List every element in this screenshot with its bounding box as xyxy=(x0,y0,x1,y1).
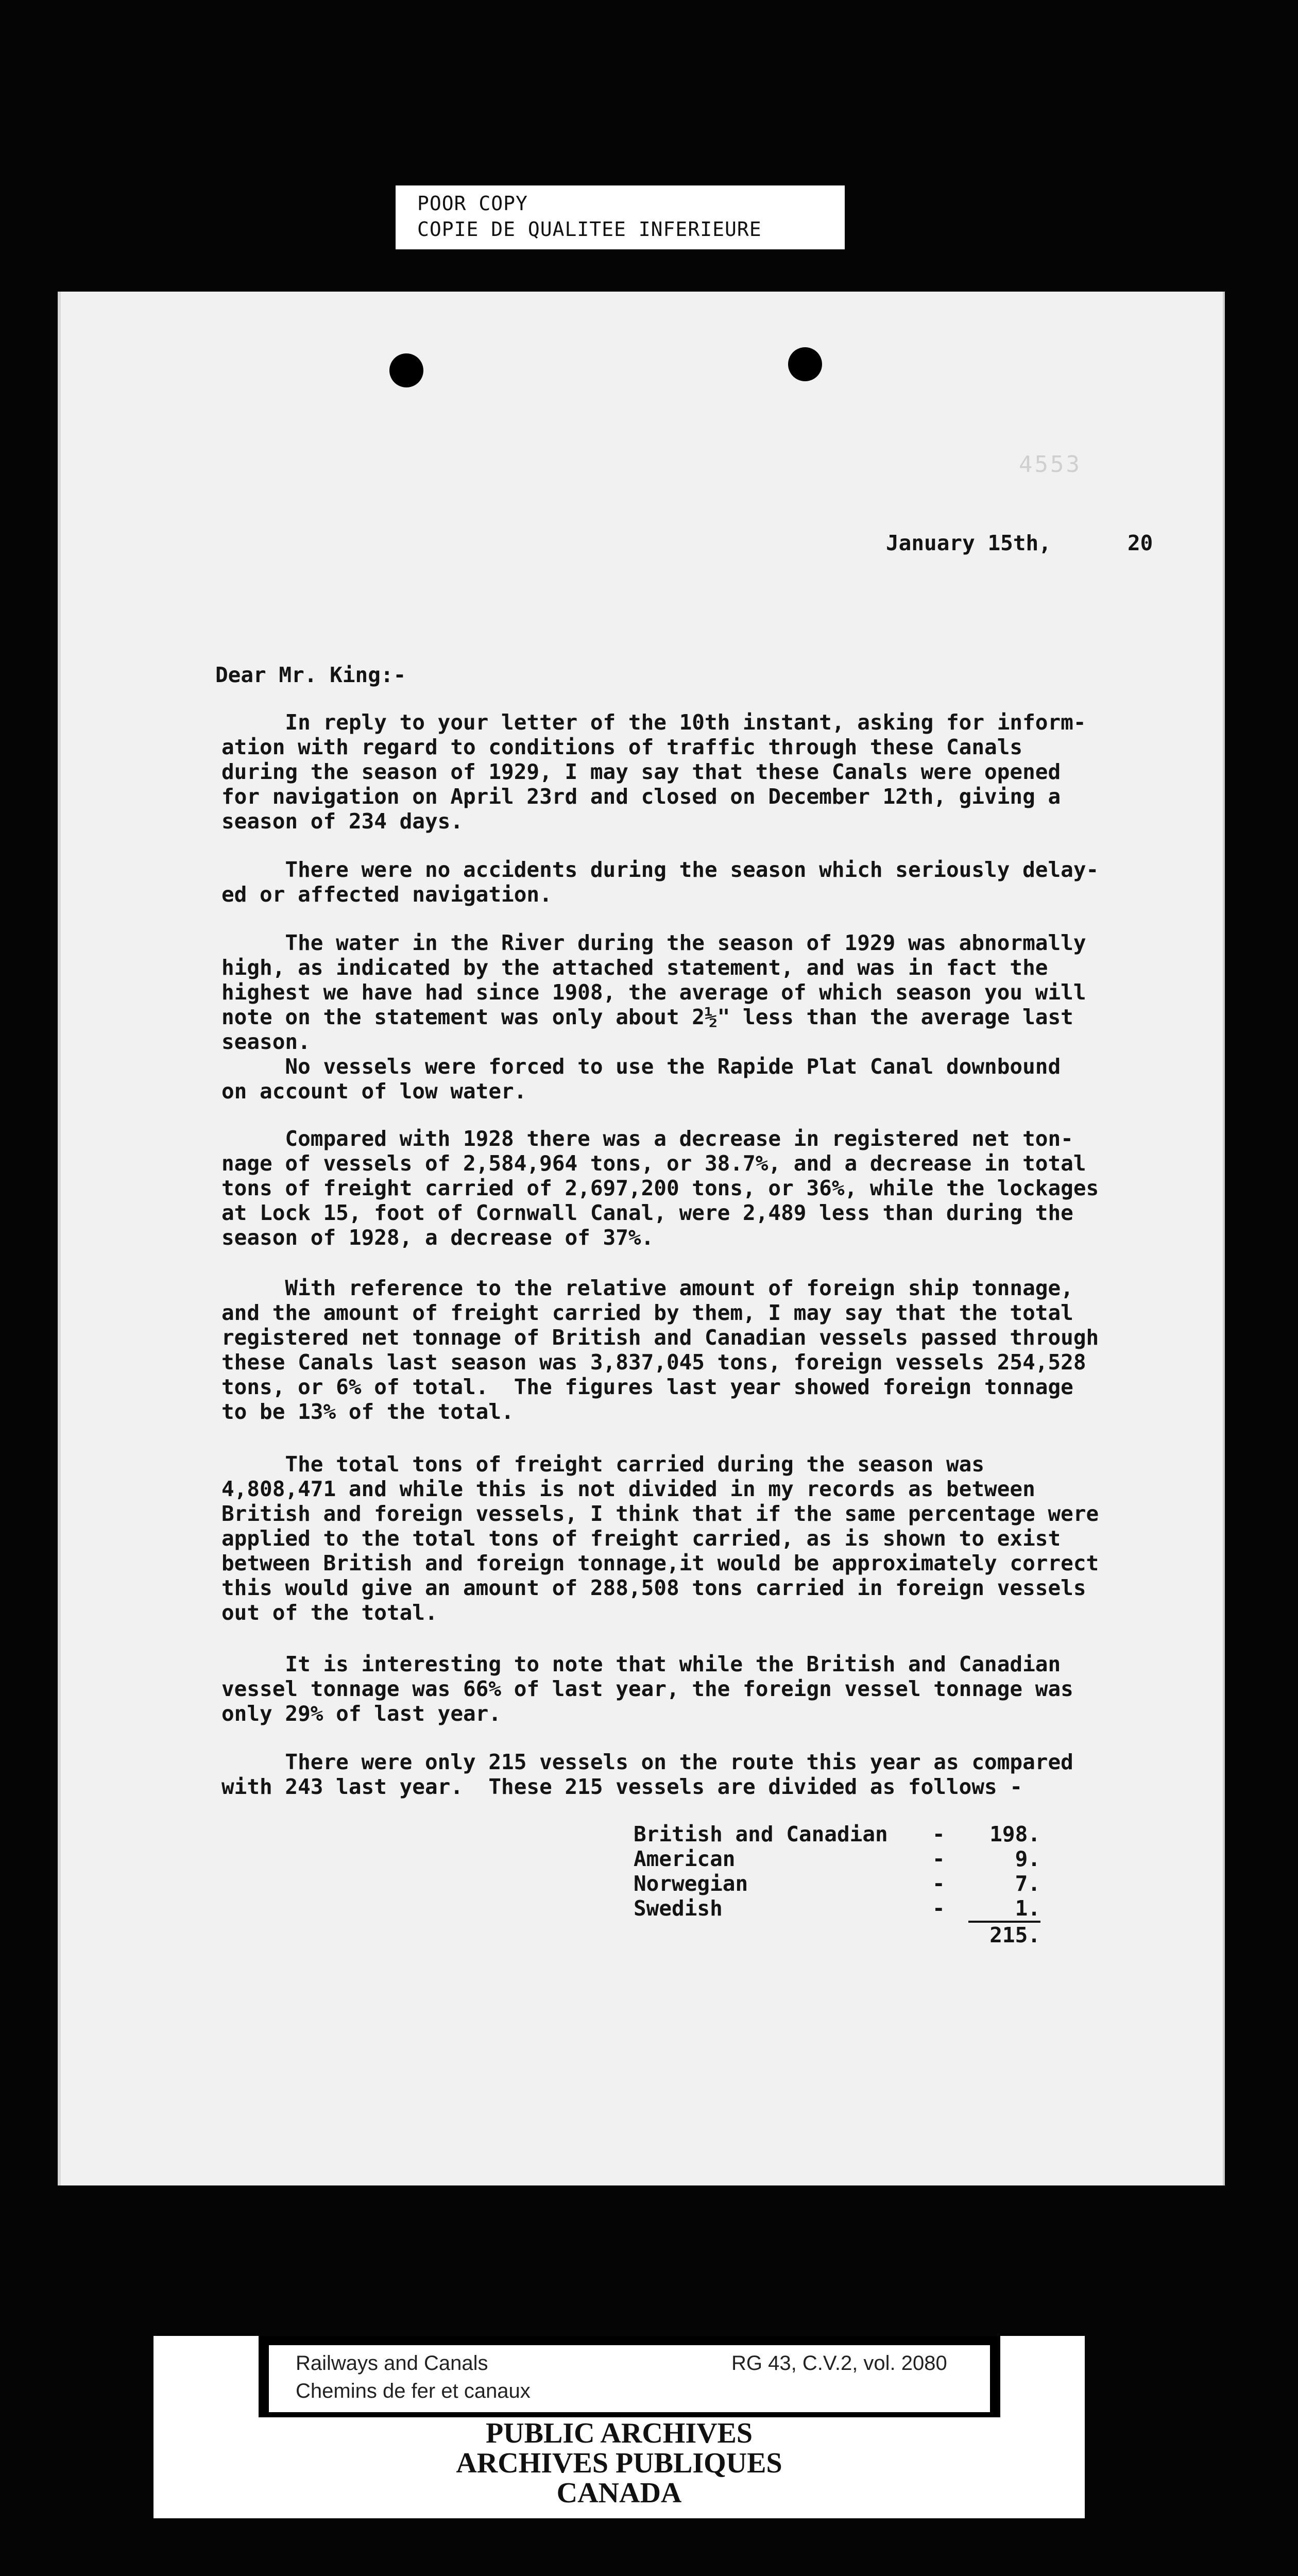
table-row xyxy=(634,1846,1040,1871)
faint-page-number: 4553 xyxy=(1019,451,1082,478)
archives-line-3: CANADA xyxy=(556,2477,682,2509)
poor-copy-stamp xyxy=(396,185,845,249)
paragraph-line: registered net tonnage of British and Canadian vessels passed through xyxy=(221,1325,1099,1350)
paragraph-line: high, as indicated by the attached statement, and was in fact the xyxy=(221,955,1048,980)
paragraph-line: for navigation on April 23rd and closed on December 12th, giving a xyxy=(221,784,1061,809)
punch-hole-left xyxy=(389,353,423,387)
vessel-count: 9. xyxy=(1015,1846,1040,1871)
vessel-nationality: American xyxy=(634,1846,736,1871)
paragraph-line: with 243 last year. These 215 vessels are divided as follows - xyxy=(221,1774,1023,1799)
paragraph-3 xyxy=(221,930,1221,1104)
paragraph-line: out of the total. xyxy=(221,1600,438,1625)
paragraph-line: British and foreign vessels, I think that if the same percentage were xyxy=(221,1501,1099,1526)
archives-line-2: ARCHIVES PUBLIQUES xyxy=(456,2447,782,2479)
table-total-row xyxy=(634,1921,1040,1947)
paragraph-line: No vessels were forced to use the Rapide Plat Canal downbound xyxy=(221,1054,1061,1079)
paragraph-line: In reply to your letter of the 10th instant, asking for inform- xyxy=(221,710,1086,735)
paragraph-line: applied to the total tons of freight carried, as is shown to exist xyxy=(221,1526,1061,1551)
reference-series xyxy=(296,2349,531,2405)
reference-box xyxy=(269,2345,990,2412)
reference-series-fr: Chemins de fer et canaux xyxy=(296,2380,531,2402)
table-row xyxy=(634,1822,1040,1846)
vessel-dash: - xyxy=(932,1871,945,1896)
paragraph-line: The total tons of freight carried during the season was xyxy=(221,1452,985,1477)
paragraph-8 xyxy=(221,1750,1221,1799)
paragraph-line: There were no accidents during the season which seriously delay- xyxy=(221,857,1099,882)
paragraph-line: With reference to the relative amount of foreign ship tonnage, xyxy=(221,1276,1073,1300)
table-row xyxy=(634,1896,1040,1921)
poor-copy-line-1: POOR COPY xyxy=(417,192,528,215)
paragraph-line: season. xyxy=(221,1029,311,1054)
letter-date: January 15th, 20 xyxy=(886,531,1153,555)
paragraph-2 xyxy=(221,857,1221,907)
vessel-count: 198. xyxy=(989,1822,1040,1846)
paragraph-line: season of 234 days. xyxy=(221,809,463,834)
paragraph-line: ed or affected navigation. xyxy=(221,882,552,907)
vessel-dash: - xyxy=(932,1822,945,1846)
paragraph-line: on account of low water. xyxy=(221,1079,527,1104)
paragraph-line: It is interesting to note that while the British and Canadian xyxy=(221,1652,1061,1676)
paragraph-6 xyxy=(221,1452,1221,1625)
paragraph-line: highest we have had since 1908, the average of which season you will xyxy=(221,980,1086,1005)
reference-volume: RG 43, C.V.2, vol. 2080 xyxy=(731,2352,947,2375)
paragraph-line: season of 1928, a decrease of 37%. xyxy=(221,1225,654,1250)
paragraph-line: tons, or 6% of total. The figures last year showed foreign tonnage xyxy=(221,1375,1073,1399)
paragraph-line: tons of freight carried of 2,697,200 tons, or 36%, while the lockages xyxy=(221,1176,1099,1200)
paragraph-line: There were only 215 vessels on the route this year as compared xyxy=(221,1750,1073,1774)
paragraph-5 xyxy=(221,1276,1221,1424)
paragraph-line: Compared with 1928 there was a decrease in registered net ton- xyxy=(221,1126,1073,1151)
paragraph-line: The water in the River during the season of 1929 was abnormally xyxy=(221,930,1086,955)
paragraph-line: at Lock 15, foot of Cornwall Canal, were 2,489 less than during the xyxy=(221,1200,1073,1225)
paragraph-7 xyxy=(221,1652,1221,1726)
vessel-nationality: Swedish xyxy=(634,1896,723,1921)
archives-line-1: PUBLIC ARCHIVES xyxy=(485,2417,753,2449)
paragraph-line: these Canals last season was 3,837,045 tons, foreign vessels 254,528 xyxy=(221,1350,1086,1375)
paragraph-4 xyxy=(221,1126,1221,1250)
vessel-nationality: Norwegian xyxy=(634,1871,748,1896)
poor-copy-line-2: COPIE DE QUALITEE INFERIEURE xyxy=(417,218,762,241)
letter-salutation: Dear Mr. King:- xyxy=(215,663,406,687)
paragraph-line: between British and foreign tonnage,it would be approximately correct xyxy=(221,1551,1099,1575)
archives-title xyxy=(153,2418,1085,2508)
paragraph-line: vessel tonnage was 66% of last year, the foreign vessel tonnage was xyxy=(221,1676,1073,1701)
paragraph-line: ation with regard to conditions of traffic through these Canals xyxy=(221,735,1023,759)
punch-hole-right xyxy=(788,347,822,381)
paragraph-line: to be 13% of the total. xyxy=(221,1399,514,1424)
reference-series-en: Railways and Canals xyxy=(296,2352,488,2375)
paragraph-line: nage of vessels of 2,584,964 tons, or 38.7%, and a decrease in total xyxy=(221,1151,1086,1176)
paragraph-line: note on the statement was only about 2½" less than the average last xyxy=(221,1005,1073,1029)
paragraph-line: during the season of 1929, I may say that these Canals were opened xyxy=(221,759,1061,784)
paragraph-line: only 29% of last year. xyxy=(221,1701,502,1726)
vessel-total: 215. xyxy=(968,1921,1040,1947)
vessel-dash: - xyxy=(932,1896,945,1921)
vessel-nationality: British and Canadian xyxy=(634,1822,888,1846)
vessels-table xyxy=(634,1822,1040,1947)
table-row xyxy=(634,1871,1040,1896)
vessel-dash: - xyxy=(932,1846,945,1871)
vessel-count: 7. xyxy=(1015,1871,1040,1896)
paragraph-line: and the amount of freight carried by them, I may say that the total xyxy=(221,1300,1073,1325)
archive-footer xyxy=(153,2336,1085,2518)
paragraph-line: this would give an amount of 288,508 tons carried in foreign vessels xyxy=(221,1575,1086,1600)
paragraph-1 xyxy=(221,710,1221,834)
vessel-count: 1. xyxy=(1015,1896,1040,1921)
paragraph-line: 4,808,471 and while this is not divided in my records as between xyxy=(221,1477,1035,1501)
